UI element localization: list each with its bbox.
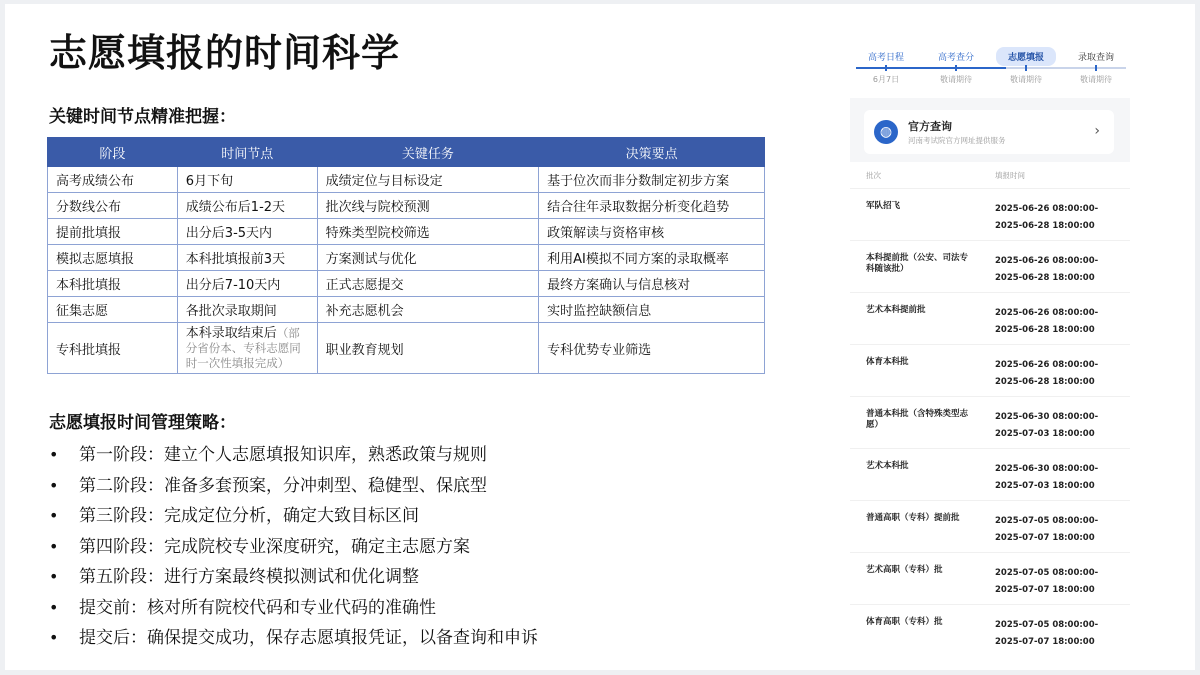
- time-end: 2025-06-28 18:00:00: [995, 325, 1095, 335]
- column-header-stage: 阶段: [48, 138, 178, 167]
- step-tick: [1095, 65, 1097, 71]
- table-row: [48, 245, 765, 271]
- bullet-text: 提交前：核对所有院校代码和专业代码的准确性: [79, 597, 436, 618]
- table-cell: 6月下旬: [177, 167, 317, 193]
- list-item: [850, 448, 1130, 500]
- batch-name: 艺术本科提前批: [866, 305, 926, 315]
- table-cell: 高考成绩公布: [48, 167, 178, 193]
- list-item: [850, 500, 1130, 552]
- list-item: [49, 562, 538, 593]
- bullet-dot: •: [49, 567, 59, 586]
- column-header-point: 决策要点: [539, 138, 765, 167]
- time-end: 2025-06-28 18:00:00: [995, 221, 1095, 231]
- step-progress: [850, 38, 1130, 98]
- list-header-batch: 批次: [866, 171, 881, 180]
- bullet-dot: •: [49, 597, 59, 617]
- list-item: [49, 440, 538, 471]
- timeline-table: [47, 137, 765, 374]
- time-end: 2025-07-07 18:00:00: [995, 637, 1095, 647]
- step-sublabel: 敬请期待: [940, 75, 972, 84]
- time-start: 2025-06-26 08:00:00-: [995, 360, 1099, 370]
- batch-name: 本科提前批（公安、司法专科随该批）: [866, 253, 969, 274]
- table-cell: 职业教育规划: [317, 323, 538, 374]
- batch-name: 普通高职（专科）提前批: [866, 513, 960, 523]
- table-cell: 各批次录取期间: [177, 297, 317, 323]
- table-cell: 分数线公布: [48, 193, 178, 219]
- strategy-list: [49, 440, 538, 654]
- bullet-text: 第三阶段：完成定位分析，确定大致目标区间: [79, 506, 419, 526]
- time-end: 2025-07-07 18:00:00: [995, 585, 1095, 595]
- time-start: 2025-06-26 08:00:00-: [995, 204, 1099, 214]
- batch-time: [995, 565, 1098, 599]
- official-query-card[interactable]: [864, 110, 1114, 154]
- time-start: 2025-06-26 08:00:00-: [995, 308, 1099, 318]
- list-item: [49, 532, 538, 563]
- table-cell: 特殊类型院校筛选: [317, 219, 538, 245]
- bullet-dot: •: [49, 445, 59, 464]
- batch-time: [995, 253, 1098, 287]
- step-track-active: [856, 67, 1006, 69]
- table-cell: 模拟志愿填报: [48, 245, 178, 271]
- time-end: 2025-06-28 18:00:00: [995, 377, 1095, 387]
- table-cell: 专科优势专业筛选: [539, 323, 765, 374]
- table-cell: 成绩定位与目标设定: [317, 167, 538, 193]
- globe-icon: ◍: [874, 120, 898, 144]
- time-start: 2025-06-30 08:00:00-: [995, 464, 1099, 474]
- list-item: [49, 623, 538, 654]
- batch-schedule-list: [850, 162, 1130, 650]
- time-start: 2025-06-30 08:00:00-: [995, 412, 1099, 422]
- table-cell: 专科批填报: [48, 323, 178, 374]
- table-row: [48, 323, 765, 374]
- step-tick: [1025, 65, 1027, 71]
- chevron-right-icon: ›: [1094, 123, 1100, 139]
- tab-step-2[interactable]: 高考查分: [937, 53, 974, 63]
- table-cell: 实时监控缺额信息: [539, 297, 765, 323]
- table-cell: 本科批填报: [48, 271, 178, 297]
- list-item: [49, 501, 538, 532]
- bullet-dot: •: [49, 475, 59, 495]
- slide: [5, 4, 1195, 670]
- batch-name: 艺术高职（专科）批: [866, 565, 943, 575]
- batch-name: 艺术本科批: [866, 461, 909, 471]
- batch-name: 体育高职（专科）批: [866, 617, 943, 627]
- table-cell: 利用AI模拟不同方案的录取概率: [539, 245, 765, 271]
- time-end: 2025-06-28 18:00:00: [995, 273, 1095, 283]
- batch-time: [995, 617, 1098, 650]
- time-end: 2025-07-07 18:00:00: [995, 533, 1095, 543]
- time-end: 2025-07-03 18:00:00: [995, 429, 1095, 439]
- bullet-dot: •: [49, 628, 59, 647]
- table-cell: [177, 323, 317, 374]
- time-start: 2025-07-05 08:00:00-: [995, 568, 1099, 578]
- step-sublabel: 敬请期待: [1080, 75, 1112, 84]
- list-item: [850, 604, 1130, 650]
- tab-step-4[interactable]: 录取查询: [1077, 53, 1114, 63]
- section-heading-key-dates: 关键时间节点精准把握：: [49, 107, 236, 127]
- tab-step-1[interactable]: 高考日程: [867, 53, 904, 63]
- table-cell: 结合往年录取数据分析变化趋势: [539, 193, 765, 219]
- time-start: 2025-07-05 08:00:00-: [995, 516, 1099, 526]
- time-start: 2025-07-05 08:00:00-: [995, 620, 1099, 630]
- card-title: 官方查询: [908, 120, 952, 133]
- bullet-text: 提交后：确保提交成功，保存志愿填报凭证，以备查询和申诉: [79, 628, 538, 648]
- table-cell: 批次线与院校预测: [317, 193, 538, 219]
- time-start: 2025-06-26 08:00:00-: [995, 256, 1099, 266]
- list-item: [850, 344, 1130, 396]
- bullet-text: 第五阶段：进行方案最终模拟测试和优化调整: [79, 567, 419, 587]
- table-cell: 政策解读与资格审核: [539, 219, 765, 245]
- step-sublabel: 6月7日: [872, 75, 900, 84]
- list-header: [850, 162, 1130, 188]
- column-header-time: 时间节点: [177, 138, 317, 167]
- table-row: [48, 193, 765, 219]
- table-row: [48, 219, 765, 245]
- bullet-dot: •: [49, 536, 59, 556]
- bullet-text: 第一阶段：建立个人志愿填报知识库，熟悉政策与规则: [79, 445, 487, 465]
- list-header-time: 填报时间: [995, 171, 1025, 180]
- time-main-text: 本科录取结束后: [185, 325, 277, 341]
- table-row: [48, 167, 765, 193]
- table-cell: 征集志愿: [48, 297, 178, 323]
- table-row: [48, 271, 765, 297]
- batch-time: [995, 305, 1098, 339]
- table-cell: 补充志愿机会: [317, 297, 538, 323]
- card-description: 河南考试院官方网址提供服务: [908, 136, 1006, 145]
- table-cell: 成绩公布后1-2天: [177, 193, 317, 219]
- table-cell: 最终方案确认与信息核对: [539, 271, 765, 297]
- list-item: [850, 552, 1130, 604]
- batch-name: 体育本科批: [866, 357, 909, 367]
- phone-screenshot: [850, 38, 1130, 650]
- batch-time: [995, 409, 1098, 443]
- bullet-dot: •: [49, 506, 59, 525]
- bullet-text: 第二阶段：准备多套预案，分冲刺型、稳健型、保底型: [79, 475, 487, 496]
- table-cell: 方案测试与优化: [317, 245, 538, 271]
- batch-time: [995, 201, 1098, 235]
- list-item: [850, 240, 1130, 292]
- table-cell: 出分后7-10天内: [177, 271, 317, 297]
- batch-time: [995, 513, 1098, 547]
- step-tick: [955, 65, 957, 71]
- step-tick: [885, 65, 887, 71]
- table-cell: 提前批填报: [48, 219, 178, 245]
- list-item: [850, 396, 1130, 448]
- section-heading-strategy: 志愿填报时间管理策略：: [49, 413, 236, 433]
- batch-name: 普通本科批（含特殊类型志愿）: [866, 409, 969, 430]
- batch-time: [995, 461, 1098, 495]
- table-cell: 正式志愿提交: [317, 271, 538, 297]
- step-sublabel: 敬请期待: [1010, 75, 1042, 84]
- table-header-row: [48, 138, 765, 167]
- table-cell: 基于位次而非分数制定初步方案: [539, 167, 765, 193]
- tab-step-3[interactable]: 志愿填报: [996, 47, 1056, 66]
- column-header-task: 关键任务: [317, 138, 538, 167]
- page-title: 志愿填报的时间科学: [49, 31, 401, 75]
- table-row: [48, 297, 765, 323]
- time-note-text: （部分省份本、专科志愿同时一次性填报完成）: [185, 325, 301, 370]
- table-cell: 本科批填报前3天: [177, 245, 317, 271]
- batch-time: [995, 357, 1098, 391]
- list-item: [850, 188, 1130, 240]
- table-cell: 出分后3-5天内: [177, 219, 317, 245]
- list-item: [49, 593, 538, 624]
- list-item: [850, 292, 1130, 344]
- time-end: 2025-07-03 18:00:00: [995, 481, 1095, 491]
- list-item: [49, 471, 538, 502]
- batch-name: 军队招飞: [866, 201, 901, 211]
- bullet-text: 第四阶段：完成院校专业深度研究，确定主志愿方案: [79, 536, 470, 557]
